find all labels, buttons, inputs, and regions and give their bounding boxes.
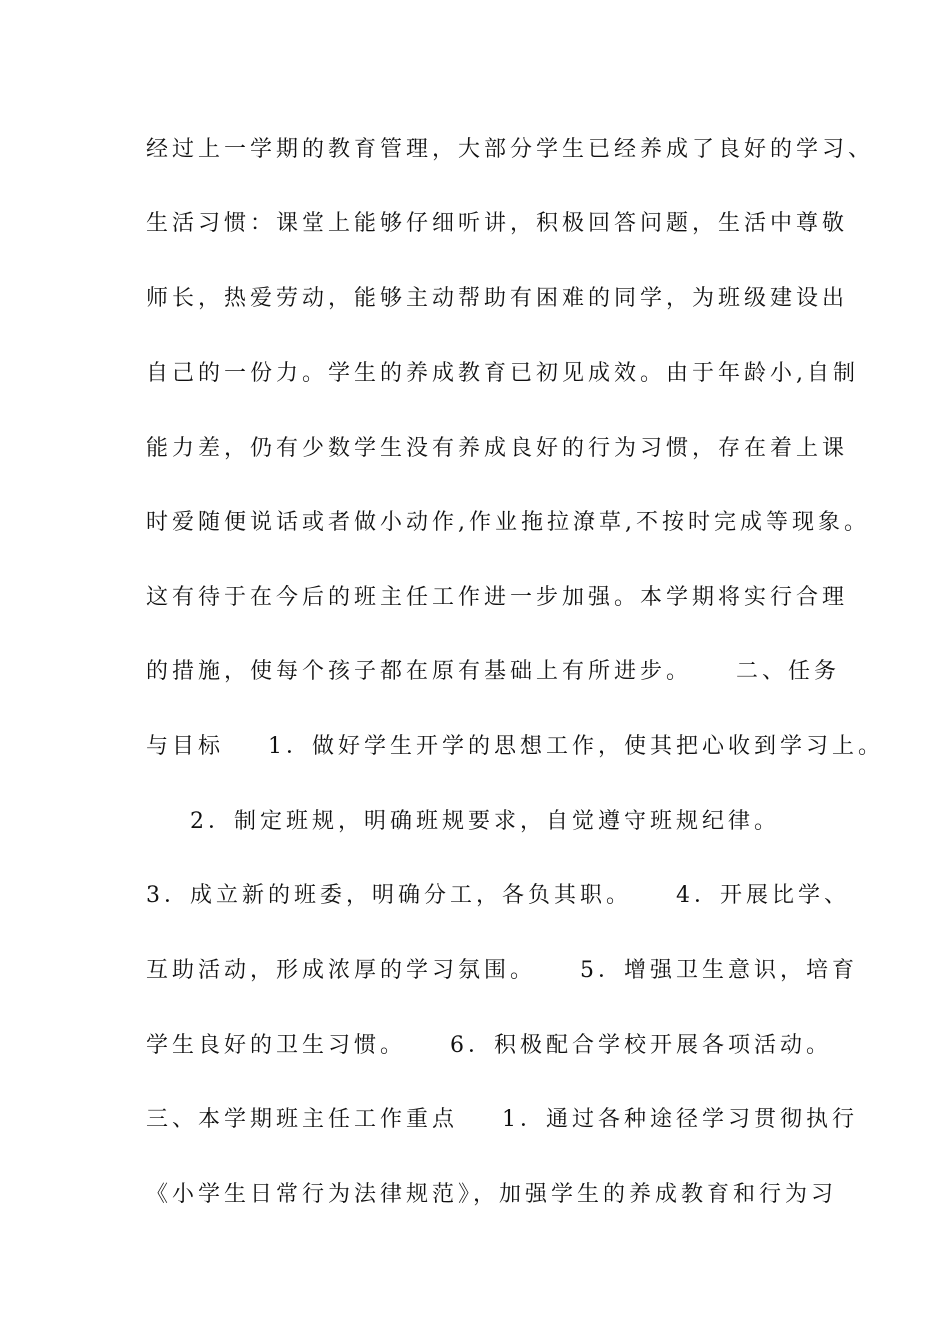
text-line: 3．成立新的班委，明确分工，各负其职。 4．开展比学、	[146, 883, 850, 908]
text-line: 互助活动，形成浓厚的学习氛围。 5．增强卫生意识，培育	[146, 958, 858, 983]
text-line: 时爱随便说话或者做小动作,作业拖拉潦草,不按时完成等现象。	[146, 510, 870, 535]
text-line: 三、本学期班主任工作重点 1．通过各种途径学习贯彻执行	[146, 1107, 858, 1132]
text-line: 自己的一份力。学生的养成教育已初见成效。由于年龄小,自制	[146, 361, 859, 386]
text-line: 学生良好的卫生习惯。 6．积极配合学校开展各项活动。	[146, 1033, 832, 1058]
text-line: 生活习惯：课堂上能够仔细听讲，积极回答问题，生活中尊敬	[146, 211, 849, 236]
text-line: 这有待于在今后的班主任工作进一步加强。本学期将实行合理	[146, 585, 849, 610]
text-line: 的措施，使每个孩子都在原有基础上有所进步。 二、任务	[146, 659, 840, 684]
text-line: 经过上一学期的教育管理，大部分学生已经养成了良好的学习、	[146, 137, 875, 162]
text-line: 《小学生日常行为法律规范》，加强学生的养成教育和行为习	[146, 1182, 838, 1207]
text-line: 与目标 1．做好学生开学的思想工作，使其把心收到学习上。	[146, 734, 884, 759]
text-line: 师长，热爱劳动，能够主动帮助有困难的同学，为班级建设出	[146, 286, 849, 311]
text-line: 能力差，仍有少数学生没有养成良好的行为习惯，存在着上课	[146, 436, 849, 461]
text-line: 2．制定班规，明确班规要求，自觉遵守班规纪律。	[146, 809, 780, 834]
